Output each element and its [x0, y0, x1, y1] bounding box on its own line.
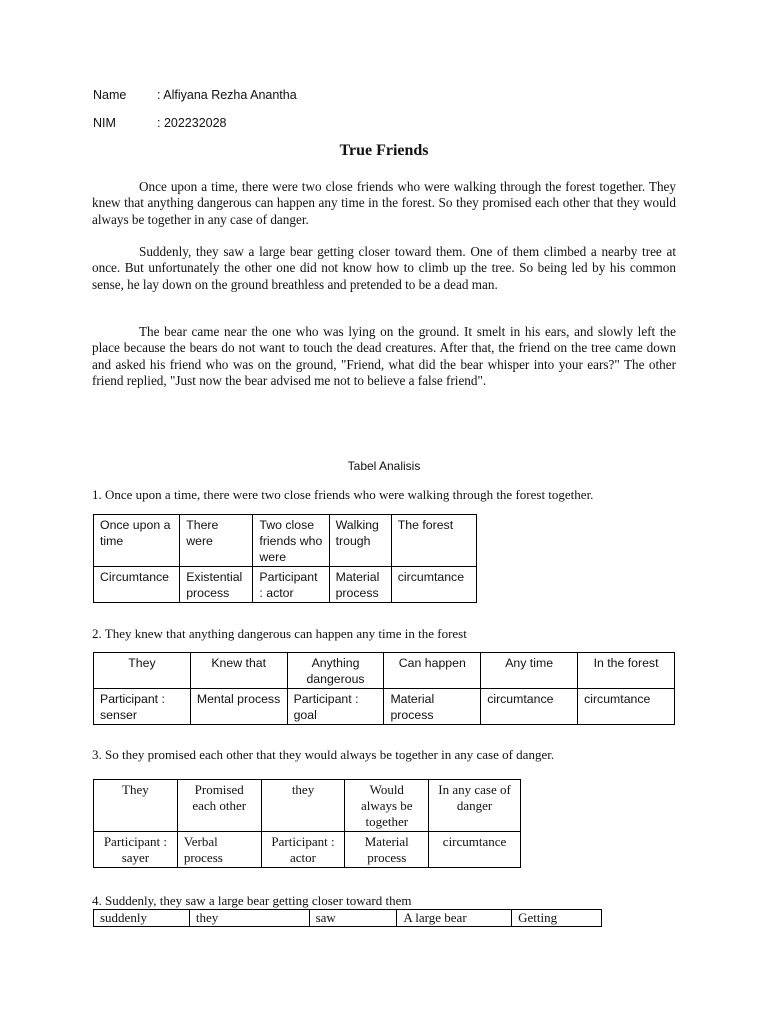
table-cell: Walking trough	[329, 515, 391, 567]
table-cell: The forest	[391, 515, 476, 567]
table-cell: Material process	[345, 832, 429, 868]
analysis-sentence-2: 2. They knew that anything dangerous can happen any time in the forest	[92, 626, 467, 641]
table-cell: Circumtance	[94, 567, 180, 603]
analysis-table-4	[93, 909, 602, 927]
table-cell: Can happen	[384, 653, 481, 689]
table-cell: Participant : sayer	[94, 832, 178, 868]
table-row	[94, 515, 477, 567]
table-cell: suddenly	[94, 910, 190, 927]
table-row	[94, 567, 477, 603]
table-cell: circumtance	[481, 689, 578, 725]
table-cell: Participant : actor	[261, 832, 345, 868]
table-row	[94, 832, 521, 868]
table-cell: Material process	[384, 689, 481, 725]
table-row	[94, 653, 675, 689]
table-cell: In the forest	[578, 653, 675, 689]
table-cell: Participant : actor	[253, 567, 329, 603]
table-row	[94, 780, 521, 832]
table-cell: they	[261, 780, 345, 832]
table-cell: They	[94, 780, 178, 832]
analysis-sentence-3: 3. So they promised each other that they would always be together in any case of danger.	[92, 747, 555, 762]
table-row	[94, 689, 675, 725]
table-cell: They	[94, 653, 191, 689]
table-cell: Existential process	[180, 567, 253, 603]
table-cell: Two close friends who were	[253, 515, 329, 567]
table-cell: Participant : goal	[287, 689, 384, 725]
table-row	[94, 910, 602, 927]
paragraph-1: Once upon a time, there were two close friends who were walking through the forest together. They knew that anything dangerous can happen any time in the forest. So they promised each other that they would always be together in any case of danger.	[92, 179, 676, 227]
table-cell: Would always be together	[345, 780, 429, 832]
table-cell: circumtance	[391, 567, 476, 603]
table-cell: Any time	[481, 653, 578, 689]
table-cell: Once upon a time	[94, 515, 180, 567]
table-cell: Mental process	[190, 689, 287, 725]
table-cell: they	[189, 910, 309, 927]
table-cell: Getting	[512, 910, 602, 927]
table-cell: Knew that	[190, 653, 287, 689]
table-cell: circumtance	[429, 832, 521, 868]
table-cell: Participant : senser	[94, 689, 191, 725]
table-cell: In any case of danger	[429, 780, 521, 832]
page-title: True Friends	[339, 142, 429, 159]
analysis-table-1	[93, 514, 477, 603]
analysis-sentence-4: 4. Suddenly, they saw a large bear getting closer toward them	[92, 893, 412, 908]
table-cell: Verbal process	[177, 832, 261, 868]
name-value: : Alfiyana Rezha Anantha	[157, 88, 297, 102]
table-cell: Anything dangerous	[287, 653, 384, 689]
table-cell: Material process	[329, 567, 391, 603]
paragraph-2: Suddenly, they saw a large bear getting closer toward them. One of them climbed a nearby tree at once. But unfortunately the other one did not know how to climb up the tree. So being led by his common sense, he lay down on the ground breathless and pretended to be a dead man.	[92, 244, 676, 292]
nim-label: NIM	[93, 116, 116, 130]
table-cell: saw	[309, 910, 397, 927]
table-cell: There were	[180, 515, 253, 567]
table-cell: Promised each other	[177, 780, 261, 832]
analysis-sentence-1: 1. Once upon a time, there were two close friends who were walking through the forest together.	[92, 487, 594, 502]
analysis-table-3	[93, 779, 521, 868]
analysis-table-2	[93, 652, 675, 725]
table-caption: Tabel Analisis	[347, 459, 421, 473]
table-cell: A large bear	[397, 910, 512, 927]
table-cell: circumtance	[578, 689, 675, 725]
nim-value: : 202232028	[157, 116, 227, 130]
name-label: Name	[93, 88, 127, 102]
paragraph-3: The bear came near the one who was lying on the ground. It smelt in his ears, and slowly left the place because the bears do not want to touch the dead creatures. After that, the friend on the tree came down and asked his friend who was on the ground, "Friend, what did the bear whisper into your ears?" The other friend replied, "Just now the bear advised me not to believe a false friend".	[92, 324, 676, 388]
